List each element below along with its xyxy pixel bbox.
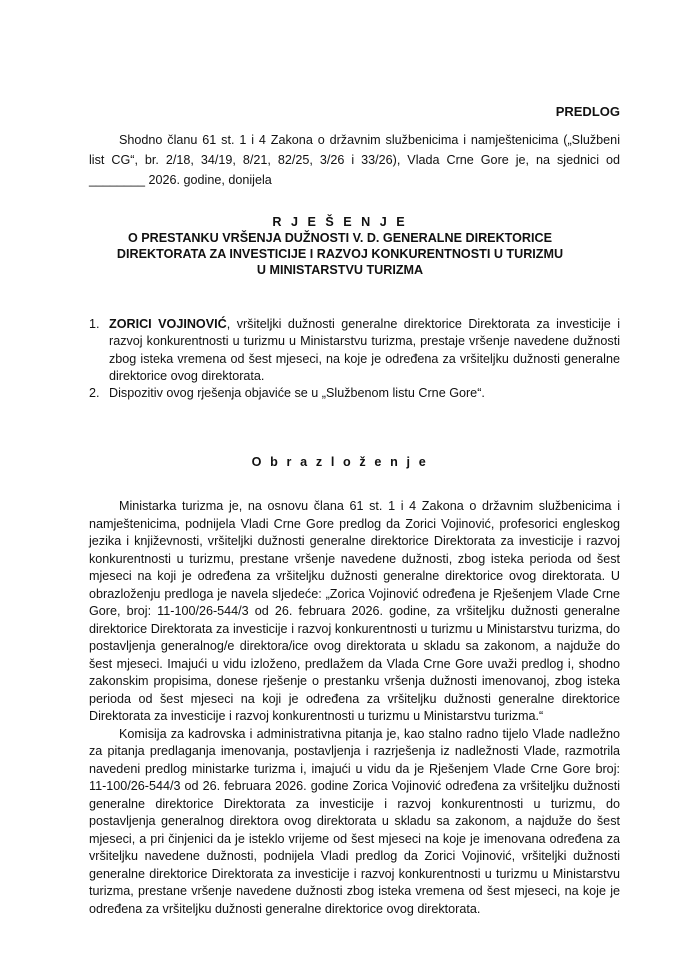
decision-title-line: U MINISTARSTVU TURIZMA [256,263,424,277]
decision-title [60,214,620,278]
item-number: 1. [89,317,100,331]
item-text: , vršiteljki dužnosti generalne direktorice Direktorata za investicije i razvoj konkurentnosti u turizmu u Ministarstvu turizma, prestaje vršenje navedene dužnosti zbog isteka vremena od šest mjeseci, na koje je određena za vršiteljku dužnosti generalne direktorice ovog direktorata. [109,317,621,383]
person-name: ZORICI VOJINOVIĆ [109,317,227,331]
decision-title-heading: R J E Š E N J E [272,215,408,229]
reasoning-body [89,498,620,918]
dispositive-list [89,316,620,402]
reasoning-paragraph: Ministarka turizma je, na osnovu člana 61 st. 1 i 4 Zakona o državnim službenicima i namještenicima, podnijela Vladi Crne Gore predlog da Zorici Vojinović, profesorici engleskog jezika i književnosti, vršiteljki dužnosti generalne direktorice Direktorata za investicije i razvoj konkurentnosti u turizmu, prestane vršenje navedene dužnosti, zbog isteka perioda od šest mjeseci na koji je određena za vršiteljku dužnosti generalne direktorice ovog direktorata. U obrazloženju predloga je navela sljedeće: „Zorica Vojinović određena je Rješenjem Vlade Crne Gore, broj: 11-100/26-544/3 od 26. februara 2026. godine, za vršiteljku dužnosti generalne direktorice Direktorata za investicije i razvoj konkurentnosti u turizmu u Ministarstvu turizma, do postavljenja generalnog/e direktora/ice ovog direktorata u skladu sa zakonom, a najduže do šest mjeseci. Imajući u vidu izloženo, predlažem da Vlada Crne Gore uvaži predlog i, shodno zakonskim propisima, donese rješenje o prestanku vršenja dužnosti imenovanoj, zbog isteka perioda od šest mjeseci na koji je određena za vršiteljku dužnosti generalne direktorice Direktorata za investicije i razvoj konkurentnosti u turizmu u Ministarstvu turizma.“ [89,499,620,723]
proposal-label: PREDLOG [555,104,620,119]
decision-title-line: O PRESTANKU VRŠENJA DUŽNOSTI V. D. GENERALNE DIREKTORICE [127,231,553,245]
reasoning-paragraph: Komisija za kadrovska i administrativna pitanja je, kao stalno radno tijelo Vlade nadležno za pitanja predlaganja imenovanja, postavljenja i razrješenja iz nadležnosti Vlade, razmotrila navedeni predlog ministarke turizma i, imajući u vidu da je Rješenjem Vlade Crne Gore broj: 11-100/26-544/3 od 26. februara 2026. godine Zorica Vojinović određena za vršiteljku dužnosti generalne direktorice Direktorata za investicije i razvoj konkurentnosti u turizmu, do postavljenja generalnog direktora ovog direktorata u skladu sa zakonom, a najduže do šest mjeseci, a pri činjenici da je isteklo vrijeme od šest mjeseci na koje je imenovana određena za vršiteljku navedene dužnosti, podnijela Vladi predlog da Zorici Vojinović, vršiteljki dužnosti generalne direktorice Direktorata za investicije i razvoj konkurentnosti u turizmu u Ministarstvu turizma, prestane vršenje navedene dužnosti zbog isteka vremena od šest mjeseci, na koje je određena za vršiteljku dužnosti generalne direktorice ovog direktorata. [89,726,620,916]
item-text: Dispozitiv ovog rješenja objaviće se u „Službenom listu Crne Gore“. [109,386,485,401]
dispositive-item [89,316,620,385]
intro-paragraph: Shodno članu 61 st. 1 i 4 Zakona o državnim službenicima i namještenicima („Službeni list CG“, br. 2/18, 34/19, 8/21, 82/25, 3/26 i 33/26), Vlada Crne Gore je, na sjednici od ________ 2026. godine, donijela [89,133,620,187]
item-number: 2. [89,386,100,401]
dispositive-item [89,385,620,402]
decision-title-line: DIREKTORATA ZA INVESTICIJE I RAZVOJ KONKURENTNOSTI U TURIZMU [116,247,564,261]
reasoning-title: O b r a z l o ž e n j e [251,455,429,469]
